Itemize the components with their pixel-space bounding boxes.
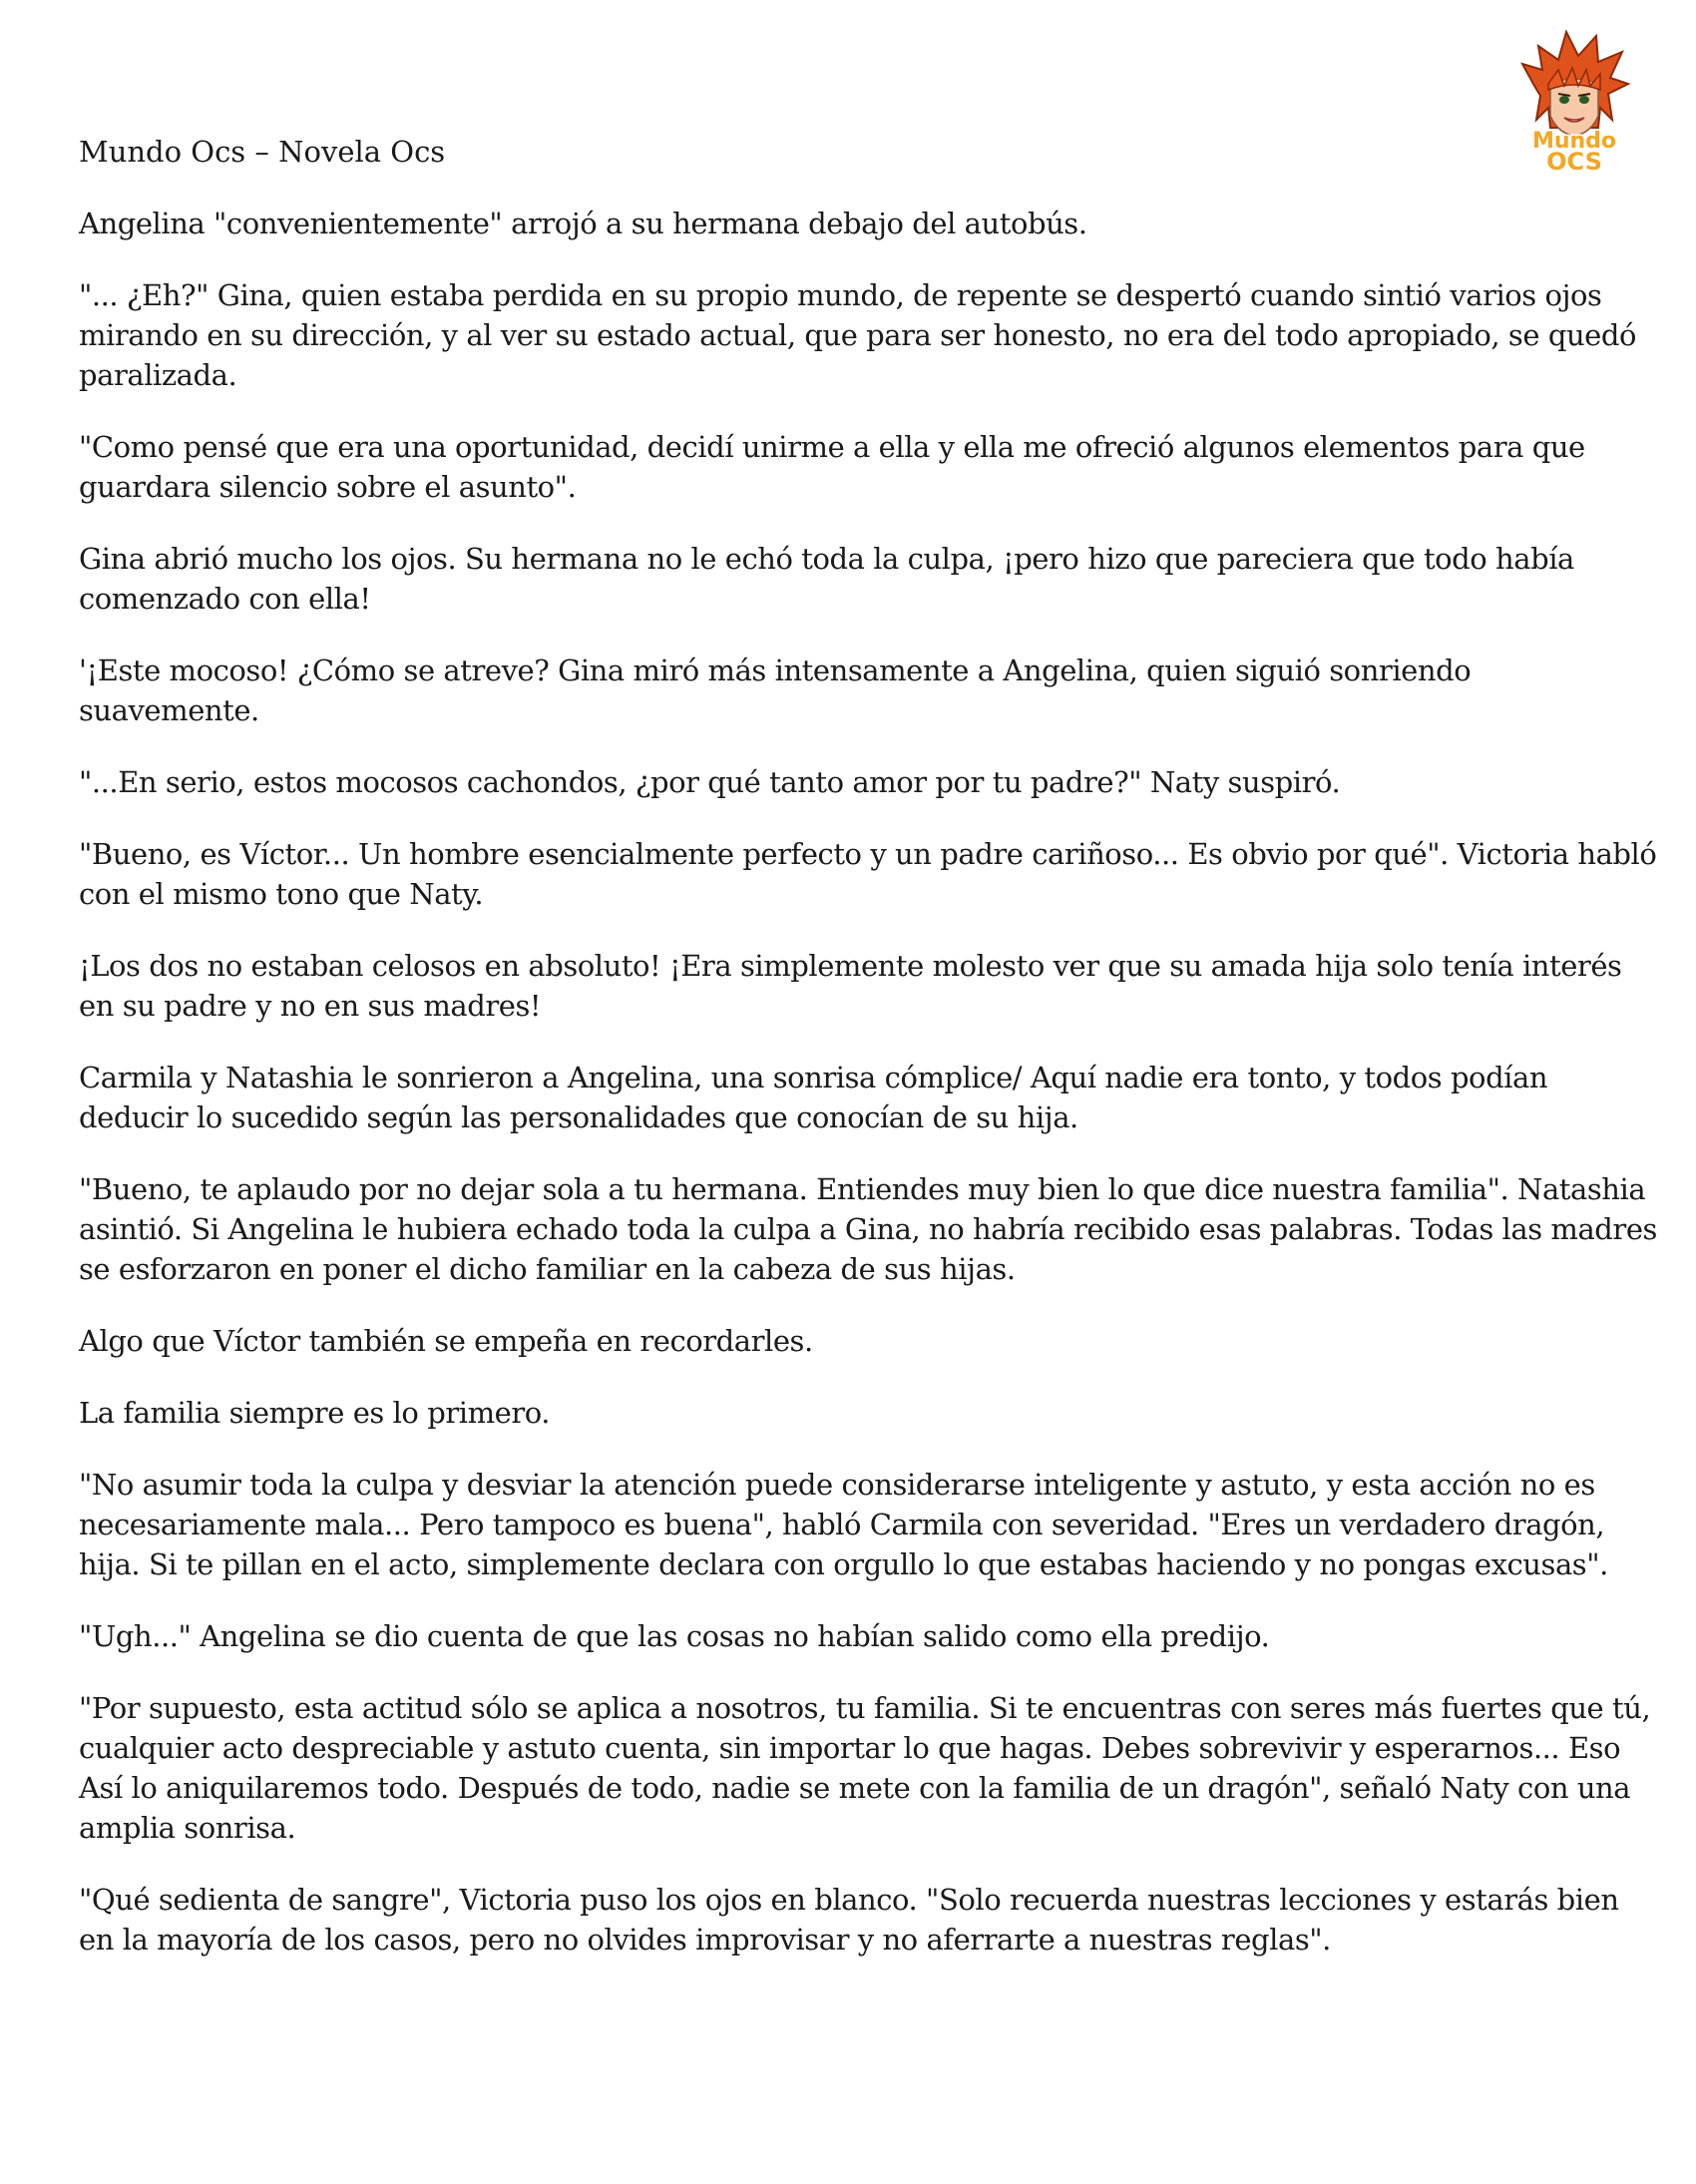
paragraph: "...En serio, estos mocosos cachondos, ¿por qué tanto amor por tu padre?" Naty suspiró. (79, 765, 1341, 799)
paragraph: "No asumir toda la culpa y desviar la atención puede considerarse inteligente y astuto, y esta acción no es necesariamente mala... Pero tampoco es buena", habló Carmila con severidad. "Eres un verdadero dragón, hija. Si te pillan en el acto, simplemente declara con orgullo lo que estabas haciendo y no pongas excusas". (79, 1468, 1608, 1581)
paragraph: "Bueno, te aplaudo por no dejar sola a tu hermana. Entiendes muy bien lo que dice nuestra familia". Natashia asintió. Si Angelina le hubiera echado toda la culpa a Gina, no habría recibido esas palabras. Todas las madres se esforzaron en poner el dicho familiar en la cabeza de sus hijas. (79, 1172, 1657, 1286)
paragraph: "Por supuesto, esta actitud sólo se aplica a nosotros, tu familia. Si te encuentras con seres más fuertes que tú, cualquier acto despreciable y astuto cuenta, sin importar lo que hagas. Debes sobrevivir y esperarnos... Eso Así lo aniquilaremos todo. Después de todo, nadie se mete con la familia de un dragón", señaló Naty con una amplia sonrisa. (79, 1691, 1651, 1845)
document-header-title: Mundo Ocs – Novela Ocs (79, 135, 446, 169)
paragraph: Algo que Víctor también se empeña en recordarles. (79, 1324, 813, 1358)
paragraph: ¡Los dos no estaban celosos en absoluto! ¡Era simplemente molesto ver que su amada hija solo tenía interés en su padre y no en sus madres! (79, 949, 1622, 1023)
paragraph: Gina abrió mucho los ojos. Su hermana no le echó toda la culpa, ¡pero hizo que pareciera que todo había comenzado con ella! (79, 542, 1574, 616)
mundo-ocs-logo (1504, 24, 1644, 174)
paragraph: "Ugh..." Angelina se dio cuenta de que las cosas no habían salido como ella predijo. (79, 1619, 1270, 1653)
svg-text:Mundo: Mundo (1531, 129, 1617, 154)
paragraph: "Qué sedienta de sangre", Victoria puso los ojos en blanco. "Solo recuerda nuestras lecciones y estarás bien en la mayoría de los casos, pero no olvides improvisar y no aferrarte a nuestras reglas". (79, 1883, 1619, 1957)
paragraph: "Como pensé que era una oportunidad, decidí unirme a ella y ella me ofreció algunos elementos para que guardara silencio sobre el asunto". (79, 430, 1585, 504)
paragraph: Carmila y Natashia le sonrieron a Angelina, una sonrisa cómplice/ Aquí nadie era tonto, y todos podían deducir lo sucedido según las personalidades que conocían de su hija. (79, 1061, 1548, 1134)
paragraph: Angelina "convenientemente" arrojó a su hermana debajo del autobús. (79, 207, 1087, 240)
document-body (79, 204, 1657, 1991)
paragraph: "Bueno, es Víctor... Un hombre esencialmente perfecto y un padre cariñoso... Es obvio por qué". Victoria habló con el mismo tono que Naty. (79, 837, 1657, 911)
svg-text:OCS: OCS (1546, 148, 1602, 174)
paragraph: '¡Este mocoso! ¿Cómo se atreve? Gina miró más intensamente a Angelina, quien siguió sonriendo suavemente. (79, 654, 1472, 727)
paragraph: La familia siempre es lo primero. (79, 1396, 551, 1430)
paragraph: "... ¿Eh?" Gina, quien estaba perdida en su propio mundo, de repente se despertó cuando sintió varios ojos mirando en su dirección, y al ver su estado actual, que para ser honesto, no era del todo apropiado, se quedó paralizada. (79, 278, 1637, 392)
